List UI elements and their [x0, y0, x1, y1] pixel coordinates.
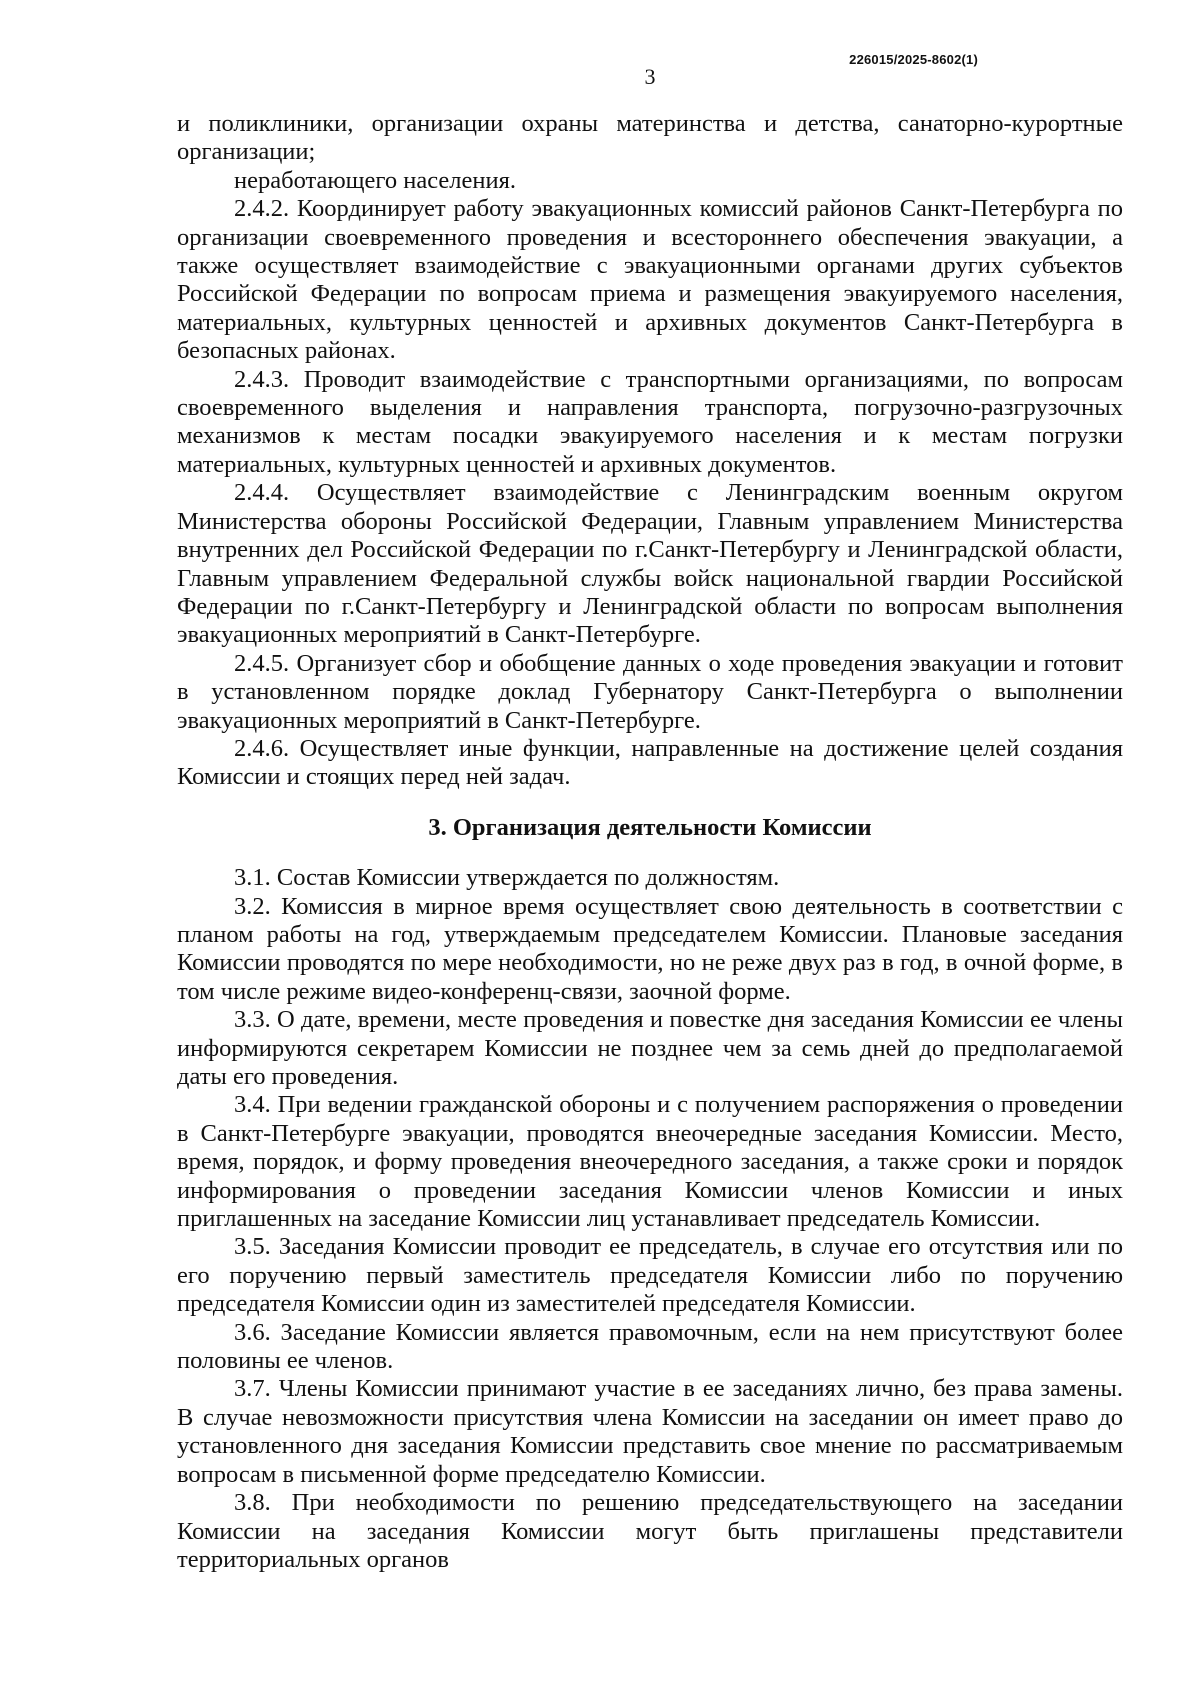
clause-3-7: 3.7. Члены Комиссии принимают участие в ее заседаниях лично, без права замены. В случае невозможности присутствия члена Комиссии на заседании он имеет право до установленного дня заседания Комиссии представить свое мнение по рассматриваемым вопросам в письменной форме председателю Комиссии.	[177, 1375, 1123, 1488]
clause-3-8: 3.8. При необходимости по решению председательствующего на заседании Комиссии на заседания Комиссии могут быть приглашены представители территориальных органов	[177, 1489, 1123, 1573]
paragraph-continuation: и поликлиники, организации охраны материнства и детства, санаторно-курортные организации;	[177, 110, 1123, 166]
page-number: 3	[644, 64, 656, 89]
clause-2-4-5: 2.4.5. Организует сбор и обобщение данных о ходе проведения эвакуации и готовит в установленном порядке доклад Губернатору Санкт-Петербурга о выполнении эвакуационных мероприятий в Санкт-Петербурге.	[177, 649, 1123, 734]
document-body	[177, 110, 1123, 1574]
clause-3-4: 3.4. При ведении гражданской обороны и с получением распоряжения о проведении в Санкт-Петербурге эвакуации, проводятся внеочередные заседания Комиссии. Место, время, порядок, и форму проведения внеочередного заседания, а также сроки и порядок информирования о проведении заседания Комиссии членов Комиссии и иных приглашенных на заседание Комиссии лиц устанавливает председатель Комиссии.	[177, 1091, 1123, 1233]
paragraph: неработающего населения.	[234, 166, 516, 194]
clause-2-4-3: 2.4.3. Проводит взаимодействие с транспортными организациями, по вопросам своевременного выделения и направления транспорта, погрузочно-разгрузочных механизмов к местам посадки эвакуируемого населения и к местам погрузки материальных, культурных ценностей и архивных документов.	[177, 365, 1123, 478]
clause-2-4-4: 2.4.4. Осуществляет взаимодействие с Ленинградским военным округом Министерства обороны Российской Федерации, Главным управлением Министерства внутренних дел Российской Федерации по г.Санкт-Петербургу и Ленинградской области, Главным управлением Федеральной службы войск национальной гвардии Российской Федерации по г.Санкт-Петербургу и Ленинградской области по вопросам выполнения эвакуационных мероприятий в Санкт-Петербурге.	[177, 479, 1123, 649]
clause-3-3: 3.3. О дате, времени, месте проведения и повестке дня заседания Комиссии ее члены информируются секретарем Комиссии не позднее чем за семь дней до предполагаемой даты его проведения.	[177, 1006, 1123, 1090]
clause-3-2: 3.2. Комиссия в мирное время осуществляет свою деятельность в соответствии с планом работы на год, утверждаемым председателем Комиссии. Плановые заседания Комиссии проводятся по мере необходимости, но не реже двух раз в год, в очной форме, в том числе режиме видео-конференц-связи, заочной форме.	[177, 892, 1123, 1005]
document-id: 226015/2025-8602(1)	[849, 52, 978, 67]
clause-2-4-2: 2.4.2. Координирует работу эвакуационных комиссий районов Санкт-Петербурга по организации своевременного проведения и всестороннего обеспечения эвакуации, а также осуществляет взаимодействие с эвакуационными органами других субъектов Российской Федерации по вопросам приема и размещения эвакуируемого населения, материальных, культурных ценностей и архивных документов Санкт-Петербурга в безопасных районах.	[177, 195, 1123, 365]
clause-3-5: 3.5. Заседания Комиссии проводит ее председатель, в случае его отсутствия или по его поручению первый заместитель председателя Комиссии либо по поручению председателя Комиссии один из заместителей председателя Комиссии.	[177, 1233, 1123, 1318]
clause-2-4-6: 2.4.6. Осуществляет иные функции, направленные на достижение целей создания Комиссии и стоящих перед ней задач.	[177, 734, 1123, 791]
clause-3-6: 3.6. Заседание Комиссии является правомочным, если на нем присутствуют более половины ее членов.	[177, 1318, 1123, 1375]
clause-3-1: 3.1. Состав Комиссии утверждается по должностям.	[234, 864, 780, 892]
section-heading: 3. Организация деятельности Комиссии	[428, 813, 872, 841]
